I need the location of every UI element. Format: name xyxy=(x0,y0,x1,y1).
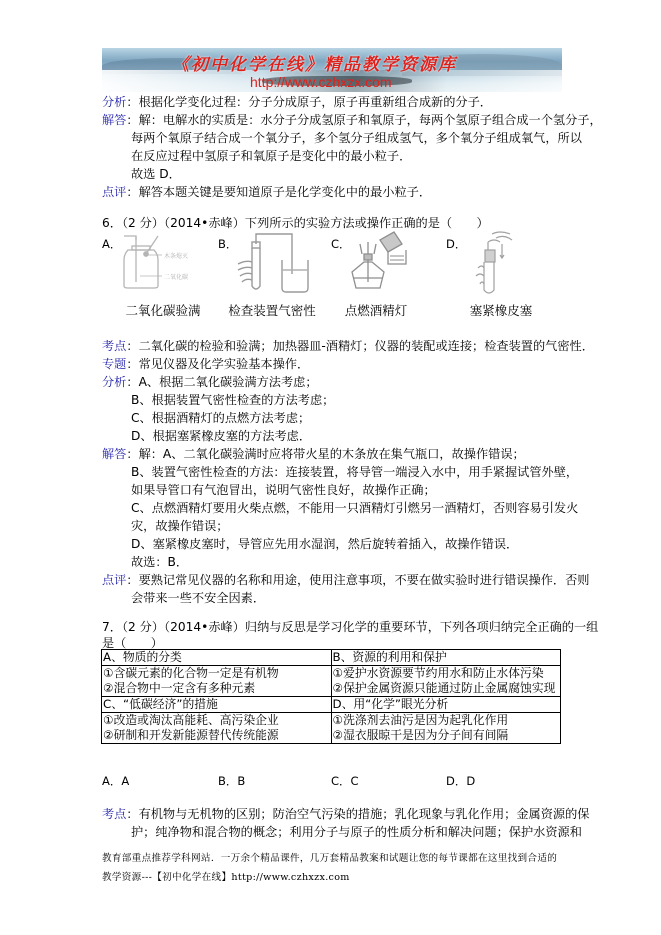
q6-point: 考点：二氧化碳的检验和验满；加热器皿-酒精灯；仪器的装配或连接；检查装置的气密性． xyxy=(102,339,594,353)
q5-answer: 解答：解：电解水的实质是：水分子分成氢原子和氧原子，每两个氢原子组合成一个氢分子， xyxy=(102,113,602,127)
q7-choice-b: B．B xyxy=(218,774,246,788)
q7-options-table xyxy=(101,649,561,744)
cell-item: ②研制和开发新能源替代传统能源 xyxy=(103,728,279,742)
answer-line: 故选 D． xyxy=(131,167,181,181)
analysis-line: D、根据塞紧橡皮塞的方法考虑． xyxy=(131,429,312,443)
topic-label: 专题 xyxy=(102,357,127,371)
analysis-line: A、根据二氧化碳验满方法考虑； xyxy=(138,375,318,389)
q6-topic: 专题：常见仪器及化学实验基本操作． xyxy=(102,357,310,371)
answer-line: D、塞紧橡皮塞时，导管应先用水湿润，然后旋转着插入，故操作错误． xyxy=(131,537,519,551)
comment-line: 要熟记常见仪器的名称和用途，使用注意事项，不要在做实验时进行错误操作．否则 xyxy=(138,573,590,587)
answer-line: 故选：B． xyxy=(131,555,189,569)
answer-label: 解答 xyxy=(102,113,127,127)
q6-answer: 解答：解：A、二氧化碳验满时应将带火星的木条放在集气瓶口，故操作错误； xyxy=(102,447,525,461)
q6-option-a-caption: 二氧化碳验满 xyxy=(125,303,201,318)
q7-stem: 7．（2 分）（2014•赤峰）归纳与反思是学习化学的重要环节，下列各项归纳完全正确的一组 xyxy=(102,620,599,634)
table-row xyxy=(102,713,561,744)
q5-analysis: 分析：根据化学变化过程：分子分成原子，原子再重新组合成新的分子． xyxy=(102,95,492,109)
analysis-label: 分析 xyxy=(102,375,127,389)
table-cell xyxy=(331,697,561,713)
comment-label: 点评 xyxy=(102,185,127,199)
cell-item: ②保护金属资源只能通过防止金属腐蚀实现 xyxy=(332,681,556,695)
q6-option-d-caption: 塞紧橡皮塞 xyxy=(469,303,533,318)
table-cell xyxy=(102,650,332,666)
table-cell xyxy=(102,697,332,713)
site-banner xyxy=(102,48,562,92)
answer-label: 解答 xyxy=(102,447,127,461)
analysis-label: 分析 xyxy=(102,95,127,109)
figure-label: 二氧化碳 xyxy=(164,274,189,281)
answer-line: 解：A、二氧化碳验满时应将带火星的木条放在集气瓶口，故操作错误； xyxy=(138,447,525,461)
table-cell xyxy=(331,650,561,666)
table-row xyxy=(102,697,561,713)
q7-choice-a: A．A xyxy=(102,774,130,788)
cell-item: ②混合物中一定含有多种元素 xyxy=(103,681,256,695)
cell-item: ①改造或淘汰高能耗、高污染企业 xyxy=(103,713,279,727)
topic-text: 常见仪器及化学实验基本操作． xyxy=(138,357,310,371)
answer-line: 在反应过程中氢原子和氧原子是变化中的最小粒子． xyxy=(131,149,412,163)
point-line: 有机物与无机物的区别；防治空气污染的措施；乳化现象与乳化作用；金属资源的保 xyxy=(138,807,590,821)
cell-item: ①洗涤剂去油污是因为起乳化作用 xyxy=(332,713,509,727)
answer-line: 如果导管口有气泡冒出，说明气密性良好，故操作正确； xyxy=(131,483,436,497)
q7-point: 考点：有机物与无机物的区别；防治空气污染的措施；乳化现象与乳化作用；金属资源的保 xyxy=(102,807,590,821)
q6-option-a-letter: A． xyxy=(102,237,122,251)
answer-line: C、点燃酒精灯要用火柴点燃，不能用一只酒精灯引燃另一酒精灯，否则容易引发火 xyxy=(131,501,579,515)
analysis-line: B、根据装置气密性检查的方法考虑； xyxy=(131,393,335,407)
q6-stem: 6．（2 分）（2014•赤峰）下列所示的实验方法或操作正确的是（ ） xyxy=(102,216,489,230)
table-cell xyxy=(331,666,561,697)
cell-heading-a: A、物质的分类 xyxy=(103,650,182,664)
table-row xyxy=(102,650,561,666)
point-label: 考点 xyxy=(102,339,127,353)
q7-choice-c: C．C xyxy=(331,774,359,788)
comment-line: 会带来一些不安全因素． xyxy=(131,591,266,605)
q7-choice-d: D．D xyxy=(446,774,476,788)
figure-label: 木条熄灭 xyxy=(164,253,189,260)
q6-option-b-caption: 检查装置气密性 xyxy=(228,303,316,318)
q6-option-b-letter: B． xyxy=(218,237,238,251)
answer-line: 解：电解水的实质是：水分子分成氢原子和氧原子，每两个氢原子组合成一个氢分子， xyxy=(138,113,602,127)
q6-analysis: 分析：A、根据二氧化碳验满方法考虑； xyxy=(102,375,318,389)
q6-comment: 点评：要熟记常见仪器的名称和用途，使用注意事项，不要在做实验时进行错误操作．否则 xyxy=(102,573,590,587)
footer-link[interactable]: 教学资源---【初中化学在线】http://www.czhxzx.com xyxy=(102,872,350,883)
q7-stem: 是（ ） xyxy=(102,636,163,650)
analysis-line: C、根据酒精灯的点燃方法考虑； xyxy=(131,411,311,425)
table-row xyxy=(102,666,561,697)
answer-line: 每两个氧原子结合成一个氧分子，多个氢分子组成氢气，多个氧分子组成氧气，所以 xyxy=(131,131,582,145)
table-cell xyxy=(102,666,332,697)
cell-heading-b: B、资源的利用和保护 xyxy=(332,650,447,664)
cell-item: ①含碳元素的化合物一定是有机物 xyxy=(103,666,279,680)
point-text: 二氧化碳的检验和验满；加热器皿-酒精灯；仪器的装配或连接；检查装置的气密性． xyxy=(138,339,594,353)
q5-comment: 点评：解答本题关键是要知道原子是化学变化中的最小粒子． xyxy=(102,185,432,199)
q6-option-d-letter: D． xyxy=(446,237,467,251)
cell-heading-c: C、“低碳经济”的措施 xyxy=(103,697,218,711)
point-line: 护；纯净物和混合物的概念；利用分子与原子的性质分析和解决问题；保护水资源和 xyxy=(131,825,582,839)
table-cell xyxy=(102,713,332,744)
footer-promo: 教育部重点推荐学科网站．一万余个精品课件，几万套精品教案和试题让您的每节课都在这里找到合适的 xyxy=(102,853,558,864)
analysis-text: 根据化学变化过程：分子分成原子，原子再重新组合成新的分子． xyxy=(138,95,492,109)
rubber-stopper-icon xyxy=(470,228,520,298)
q6-option-c-letter: C． xyxy=(331,237,351,251)
answer-line: B、装置气密性检查的方法：连接装置，将导管一端浸入水中，用手紧握试管外壁， xyxy=(131,465,579,479)
cell-item: ①爱护水资源要节约用水和防止水体污染 xyxy=(332,666,544,680)
banner-url: http://www.czhxzx.com xyxy=(250,74,392,90)
answer-line: 灾，故操作错误； xyxy=(131,519,229,533)
alcohol-lamp-icon xyxy=(350,230,420,296)
point-label: 考点 xyxy=(102,807,127,821)
comment-label: 点评 xyxy=(102,573,127,587)
table-cell xyxy=(331,713,561,744)
cell-item: ②湿衣服晾干是因为分子间有间隔 xyxy=(332,728,509,742)
cell-heading-d: D、用“化学”眼光分析 xyxy=(332,697,449,711)
gas-bottle-icon xyxy=(118,232,208,294)
q6-option-c-caption: 点燃酒精灯 xyxy=(344,303,408,318)
banner-title: 《初中化学在线》精品教学资源库 xyxy=(172,55,457,75)
comment-text: 解答本题关键是要知道原子是化学变化中的最小粒子． xyxy=(138,185,432,199)
airtight-check-icon xyxy=(236,230,316,296)
